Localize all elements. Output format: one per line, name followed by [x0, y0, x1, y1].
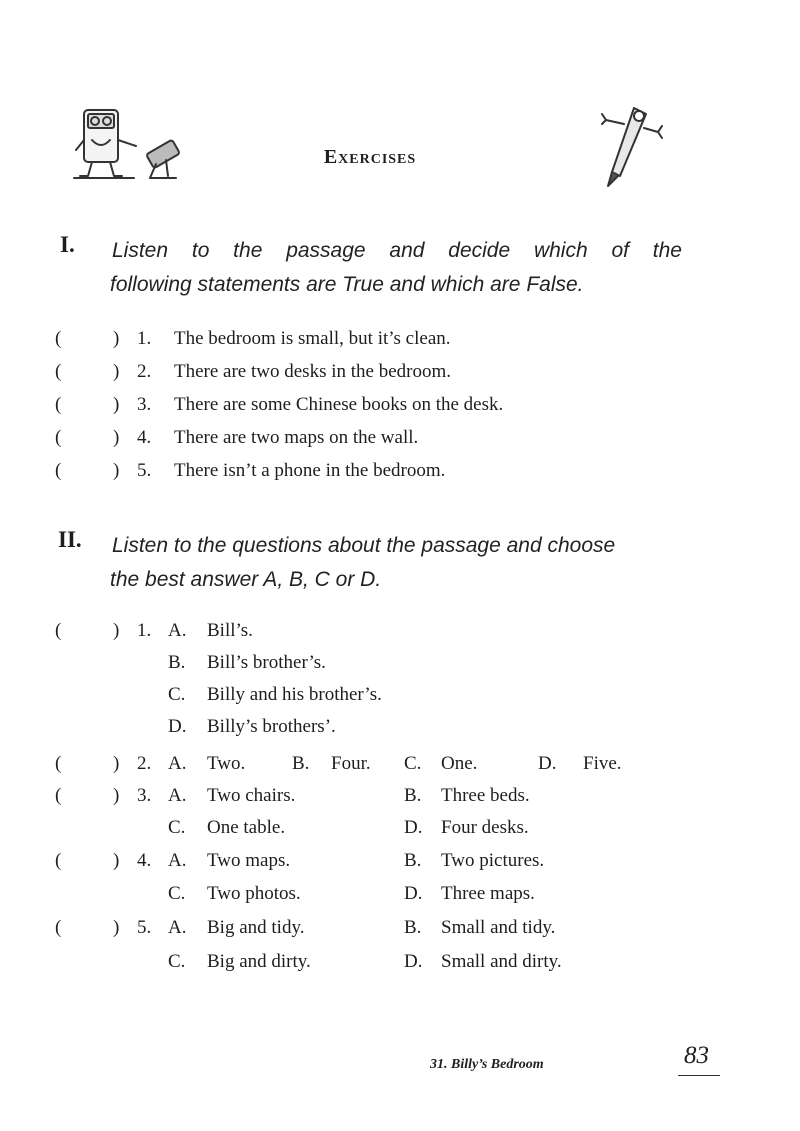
option-letter: C. — [168, 684, 186, 705]
option-letter: A. — [168, 620, 187, 641]
question-number: 1. — [137, 620, 152, 641]
footer-rule — [678, 1075, 720, 1076]
option-letter: B. — [404, 785, 422, 806]
option-text: Three maps. — [441, 883, 535, 904]
option-text: Four. — [331, 753, 371, 774]
question-5-option-line — [0, 951, 800, 983]
page-number: 83 — [684, 1042, 709, 1069]
option-letter: D. — [404, 951, 423, 972]
option-letter: B. — [292, 753, 310, 774]
question-number: 5. — [137, 917, 152, 938]
answer-blank-open[interactable]: ( — [55, 394, 62, 415]
question-3 — [0, 785, 800, 817]
option-text: One. — [441, 753, 478, 774]
option-letter: A. — [168, 753, 187, 774]
option-text: One table. — [207, 817, 286, 838]
statement-text: There are some Chinese books on the desk. — [174, 394, 504, 415]
answer-blank-close: ) — [113, 361, 120, 382]
option-letter: B. — [404, 850, 422, 871]
question-1-option-line — [0, 716, 800, 748]
statement-text: The bedroom is small, but it’s clean. — [174, 328, 451, 349]
section-1-instruction-line-1: Listen to the passage and decide which of the — [112, 239, 682, 262]
option-letter: C. — [168, 883, 186, 904]
answer-blank-close: ) — [113, 460, 120, 481]
option-text: Two maps. — [207, 850, 291, 871]
answer-blank-close: ) — [113, 620, 120, 641]
item-number: 5. — [137, 460, 152, 481]
true-false-item — [0, 328, 800, 360]
item-number: 2. — [137, 361, 152, 382]
item-number: 3. — [137, 394, 152, 415]
lesson-title-footer: 31. Billy’s Bedroom — [430, 1057, 544, 1072]
statement-text: There are two desks in the bedroom. — [174, 361, 451, 382]
option-letter: A. — [168, 850, 187, 871]
option-text: Two pictures. — [441, 850, 545, 871]
option-letter: B. — [168, 652, 186, 673]
answer-blank-open[interactable]: ( — [55, 917, 62, 938]
option-text: Small and tidy. — [441, 917, 556, 938]
option-text: Three beds. — [441, 785, 530, 806]
answer-blank-close: ) — [113, 427, 120, 448]
section-1-instruction-line-2: following statements are True and which are False. — [110, 273, 584, 296]
option-letter: D. — [538, 753, 557, 774]
question-1-option-line — [0, 652, 800, 684]
answer-blank-close: ) — [113, 785, 120, 806]
option-text: Small and dirty. — [441, 951, 562, 972]
question-5 — [0, 917, 800, 949]
answer-blank-open[interactable]: ( — [55, 785, 62, 806]
option-letter: D. — [168, 716, 187, 737]
page-title: Exercises — [323, 146, 417, 168]
answer-blank-open[interactable]: ( — [55, 753, 62, 774]
answer-blank-open[interactable]: ( — [55, 850, 62, 871]
option-text: Two photos. — [207, 883, 301, 904]
option-letter: D. — [404, 817, 423, 838]
answer-blank-close: ) — [113, 850, 120, 871]
question-2 — [0, 753, 800, 785]
cassette-mascot-illustration — [72, 96, 192, 184]
option-text: Billy’s brothers’. — [207, 716, 336, 737]
true-false-item — [0, 361, 800, 393]
option-text: Five. — [583, 753, 622, 774]
true-false-item — [0, 460, 800, 492]
question-number: 3. — [137, 785, 152, 806]
item-number: 1. — [137, 328, 152, 349]
statement-text: There isn’t a phone in the bedroom. — [174, 460, 446, 481]
option-text: Big and dirty. — [207, 951, 311, 972]
section-2-number: II. — [58, 527, 82, 552]
section-2-instruction-line-2: the best answer A, B, C or D. — [110, 568, 382, 591]
option-text: Bill’s. — [207, 620, 253, 641]
option-letter: A. — [168, 917, 187, 938]
true-false-item — [0, 427, 800, 459]
answer-blank-open[interactable]: ( — [55, 361, 62, 382]
question-4-option-line — [0, 883, 800, 915]
answer-blank-open[interactable]: ( — [55, 460, 62, 481]
question-4 — [0, 850, 800, 882]
option-text: Two chairs. — [207, 785, 296, 806]
answer-blank-close: ) — [113, 394, 120, 415]
option-letter: C. — [404, 753, 422, 774]
answer-blank-open[interactable]: ( — [55, 427, 62, 448]
question-1 — [0, 620, 800, 652]
option-text: Two. — [207, 753, 246, 774]
statement-text: There are two maps on the wall. — [174, 427, 419, 448]
true-false-item — [0, 394, 800, 426]
answer-blank-close: ) — [113, 328, 120, 349]
item-number: 4. — [137, 427, 152, 448]
pencil-mascot-illustration — [598, 98, 668, 190]
option-text: Billy and his brother’s. — [207, 684, 382, 705]
question-number: 2. — [137, 753, 152, 774]
option-letter: B. — [404, 917, 422, 938]
answer-blank-close: ) — [113, 917, 120, 938]
section-2-instruction-line-1: Listen to the questions about the passage and choose — [112, 534, 616, 557]
question-3-option-line — [0, 817, 800, 849]
answer-blank-close: ) — [113, 753, 120, 774]
option-letter: A. — [168, 785, 187, 806]
answer-blank-open[interactable]: ( — [55, 328, 62, 349]
option-letter: D. — [404, 883, 423, 904]
question-number: 4. — [137, 850, 152, 871]
option-text: Bill’s brother’s. — [207, 652, 326, 673]
option-letter: C. — [168, 951, 186, 972]
option-text: Big and tidy. — [207, 917, 305, 938]
question-1-option-line — [0, 684, 800, 716]
answer-blank-open[interactable]: ( — [55, 620, 62, 641]
section-1-number: I. — [60, 232, 75, 257]
option-letter: C. — [168, 817, 186, 838]
option-text: Four desks. — [441, 817, 529, 838]
